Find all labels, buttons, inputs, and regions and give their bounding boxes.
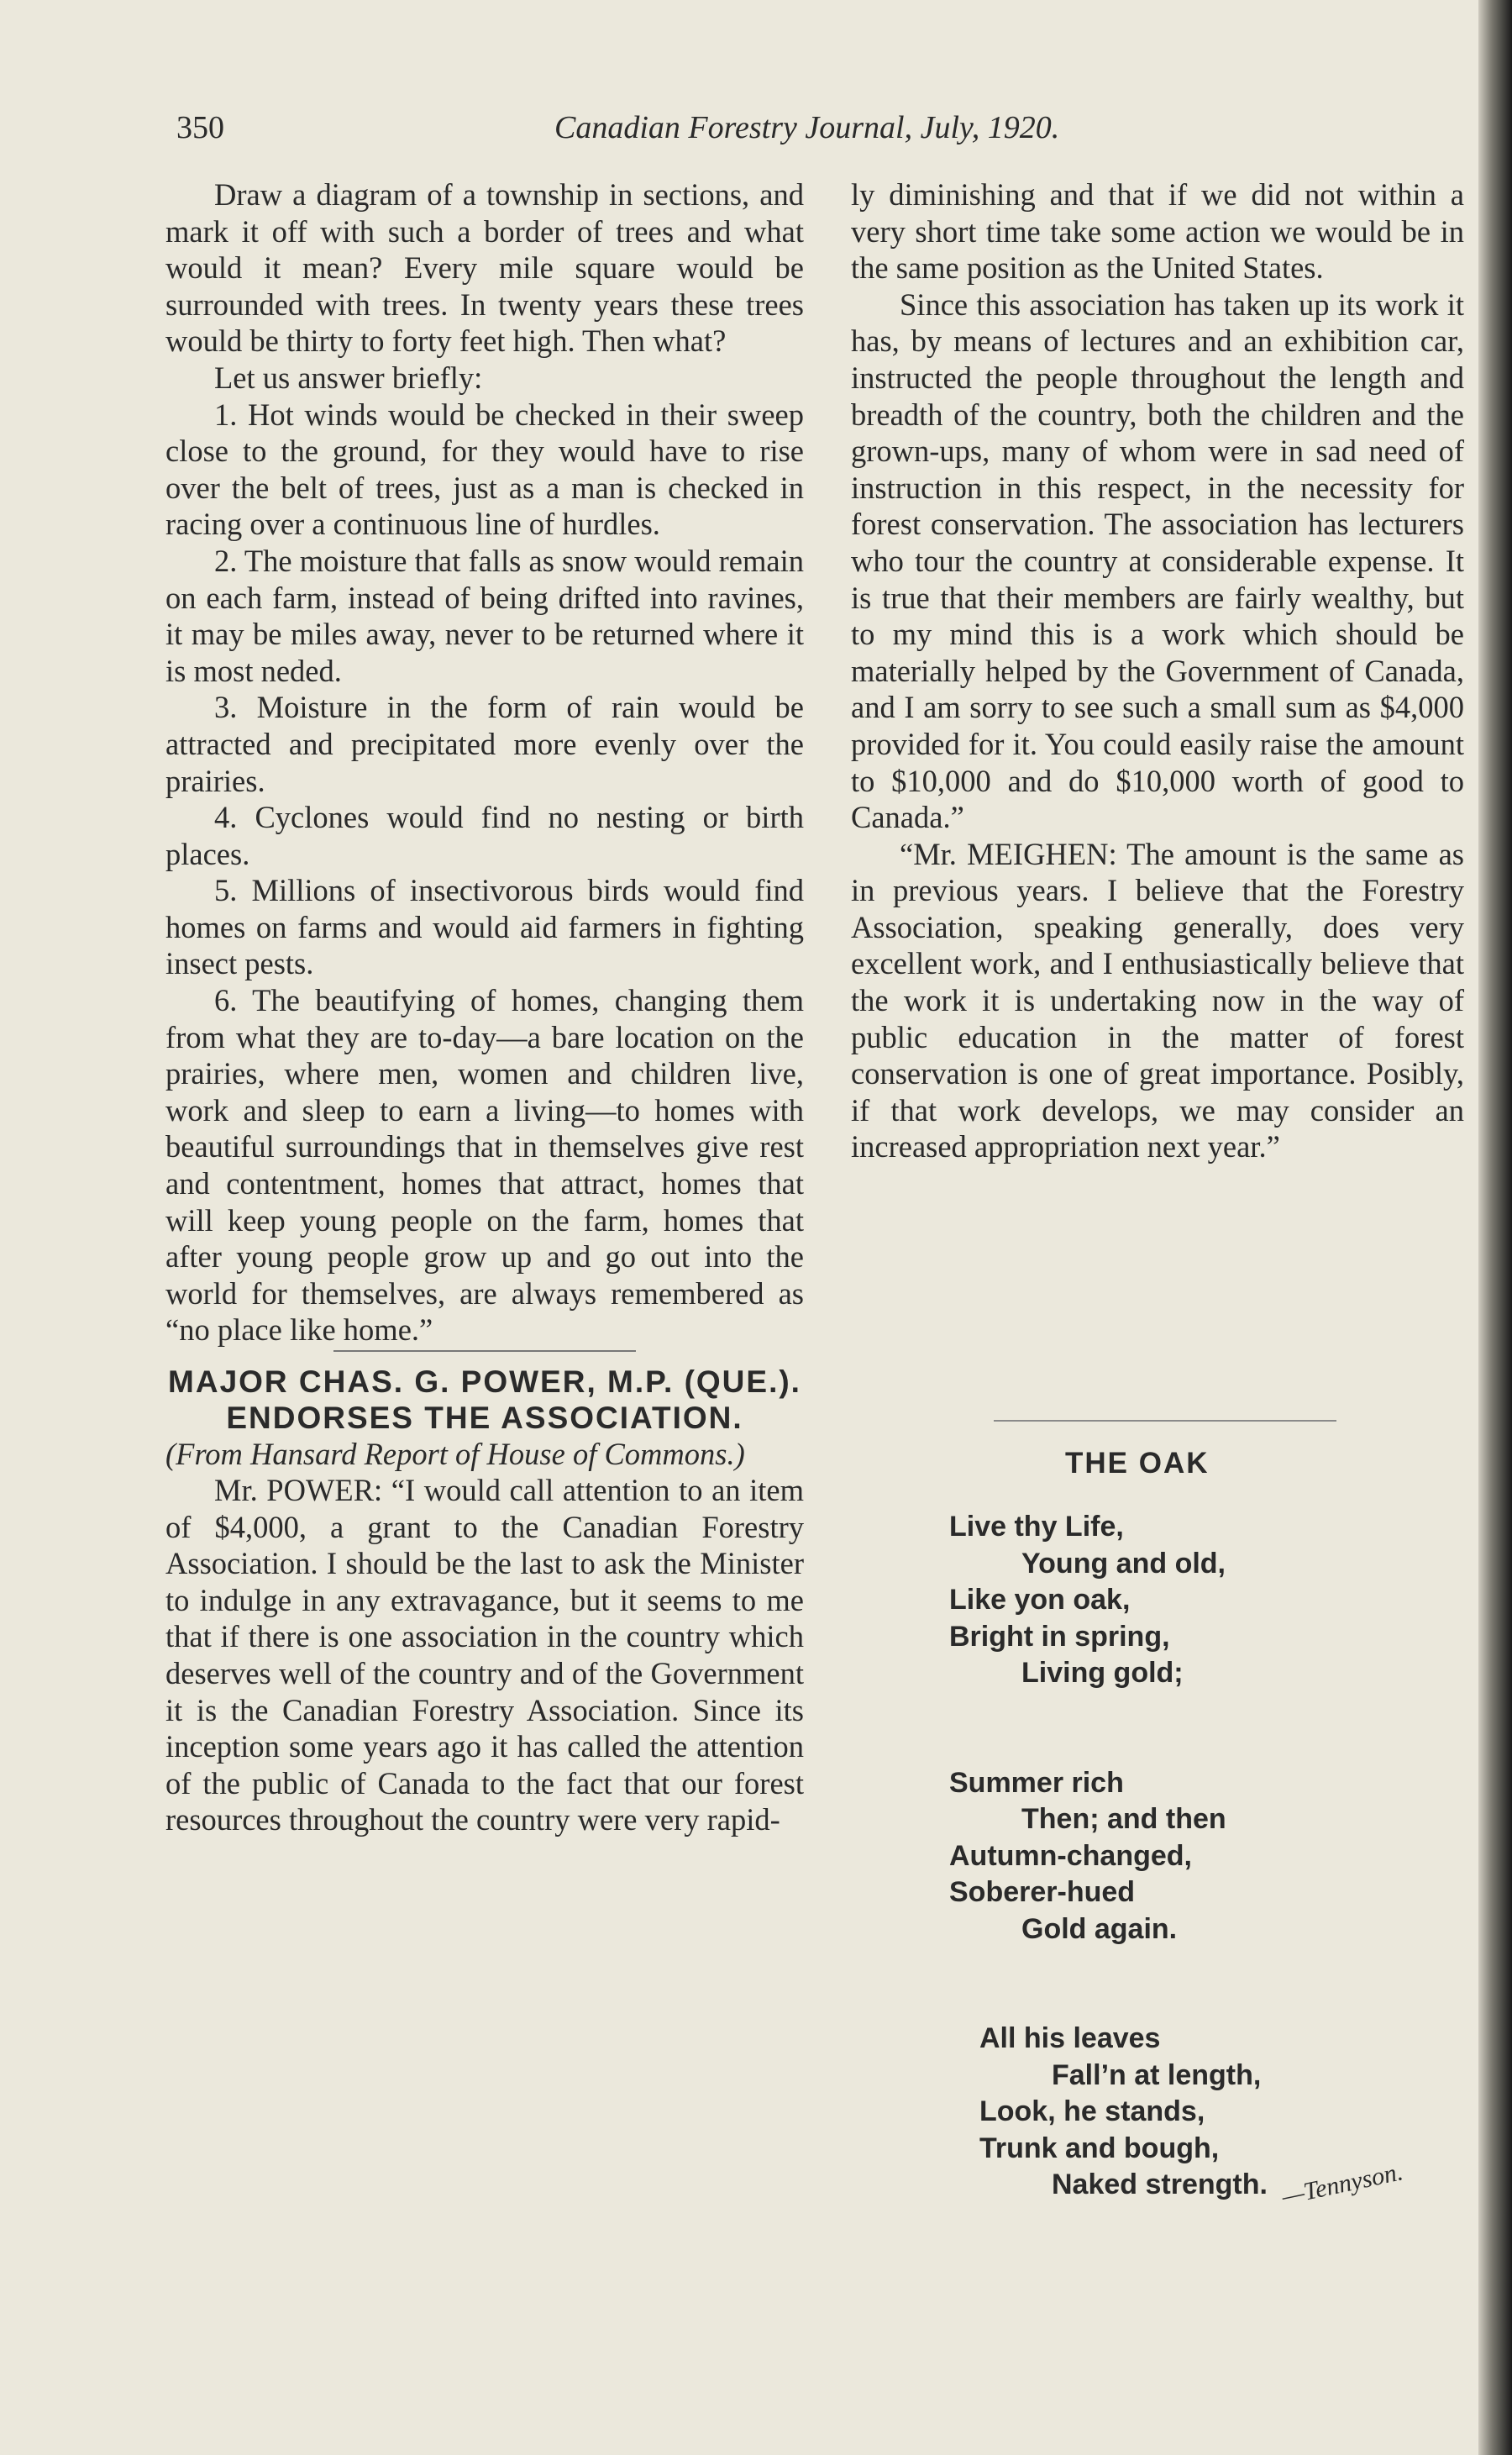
numbered-point: 4. Cyclones would find no nesting or birth places. — [165, 800, 804, 871]
section-divider — [333, 1350, 636, 1352]
article-heading: MAJOR CHAS. G. POWER, M.P. (QUE.). ENDORSES THE ASSOCIATION. — [168, 1364, 801, 1435]
poem-line: Fall’n at length, — [1052, 2058, 1262, 2091]
poem-divider — [994, 1420, 1336, 1422]
poem-title: THE OAK — [1065, 1447, 1210, 1480]
body-paragraph: Since this association has taken up its work it has, by means of lectures and an exhibition car, instructed the people throughout the length and breadth of the country, both the children and the grown-ups, many of whom were in sad need of instruction in this respect, in the necessity for forest conservation. The association has lecturers who tour the country at considerable expense. It is true that their members are fairly wealthy, but to my mind this is a work which should be materially helped by the Government of Canada, and I am sorry to see such a small sum as $4,000 provided for it. You could easily raise the amount to $10,000 and do $10,000 worth of good to Canada.” — [851, 287, 1464, 835]
poem-line: Naked strength. — [1052, 2168, 1268, 2200]
book-spine-shadow — [1478, 0, 1512, 2455]
body-paragraph: Draw a diagram of a township in sections, and mark it off with such a border of trees and what would it mean? Every mile square would be surrounded with trees. In twenty years these trees would be thirty to forty feet high. Then what? — [165, 177, 804, 359]
body-paragraph: “Mr. MEIGHEN: The amount is the same as in previous years. I believe that the Forestry Association, speaking generally, does very excellent work, and I enthusiastically believe that the work it is undertaking now in the way of public education in the matter of forest conservation is one of great importance. Posibly, if that work develops, we may consider an increased appropriation next year.” — [851, 836, 1464, 1164]
body-paragraph: Mr. POWER: “I would call attention to an item of $4,000, a grant to the Canadian Forestry Association. I should be the last to ask the Minister to indulge in any extravagance, but it seems to me that if there is one association in the country which deserves well of the country and of the Government it is the Canadian Forestry Association. Since its inception some years ago it has called the attention of the public of Canada to the fact that our forest resources throughout the country were very rapid- — [165, 1473, 804, 1837]
poem-attribution: —Tennyson. — [1278, 2158, 1406, 2211]
poem-line: Look, he stands, — [979, 2095, 1205, 2127]
poem-line: Summer rich — [949, 1766, 1124, 1799]
poem-line: Then; and then — [1021, 1803, 1226, 1835]
poem-line: Gold again. — [1021, 1912, 1178, 1945]
poem-line: Like yon oak, — [949, 1584, 1131, 1616]
poem-line: Bright in spring, — [949, 1620, 1170, 1653]
numbered-point: 2. The moisture that falls as snow would remain on each farm, instead of being drifted into ravines, it may be miles away, never to be returned where it is most neded. — [165, 543, 804, 688]
running-title: Canadian Forestry Journal, July, 1920. — [554, 110, 1060, 145]
body-paragraph: ly diminishing and that if we did not within a very short time take some action we would be in the same position as the United States. — [851, 177, 1464, 286]
article-source: (From Hansard Report of House of Commons.) — [165, 1437, 745, 1471]
body-paragraph: Let us answer briefly: — [214, 360, 483, 395]
page-header — [176, 109, 1168, 160]
right-column — [851, 176, 1464, 1165]
poem-line: Soberer-hued — [949, 1876, 1136, 1908]
poem-stanza — [949, 1765, 1403, 1948]
poem-line: Live thy Life, — [949, 1511, 1124, 1543]
poem-line: Young and old, — [1021, 1547, 1226, 1580]
page-number: 350 — [176, 110, 224, 145]
poem-line: All his leaves — [979, 2022, 1161, 2054]
poem-line: Trunk and bough, — [979, 2132, 1220, 2164]
poem-line: Autumn-changed, — [949, 1839, 1192, 1872]
poem-stanza — [949, 1509, 1403, 1692]
numbered-point: 1. Hot winds would be checked in their sweep close to the ground, for they would have to rise over the belt of trees, just as a man is checked in racing over a continuous line of hurdles. — [165, 397, 804, 542]
poem — [949, 1509, 1406, 2277]
poem-line: Living gold; — [1021, 1657, 1184, 1689]
numbered-point: 5. Millions of insectivorous birds would find homes on farms and would aid farmers in fighting insect pests. — [165, 873, 804, 981]
left-column — [165, 176, 804, 1838]
numbered-point: 6. The beautifying of homes, changing them from what they are to-day—a bare location on the prairies, where men, women and children live, work and sleep to earn a living—to homes with beautiful surroundings that in themselves give rest and contentment, homes that attract, homes that will keep young people on the farm, homes that after young people grow up and go out into the world for themselves, are always remembered as “no place like home.” — [165, 983, 804, 1348]
numbered-point: 3. Moisture in the form of rain would be attracted and precipitated more evenly over the prairies. — [165, 690, 804, 798]
